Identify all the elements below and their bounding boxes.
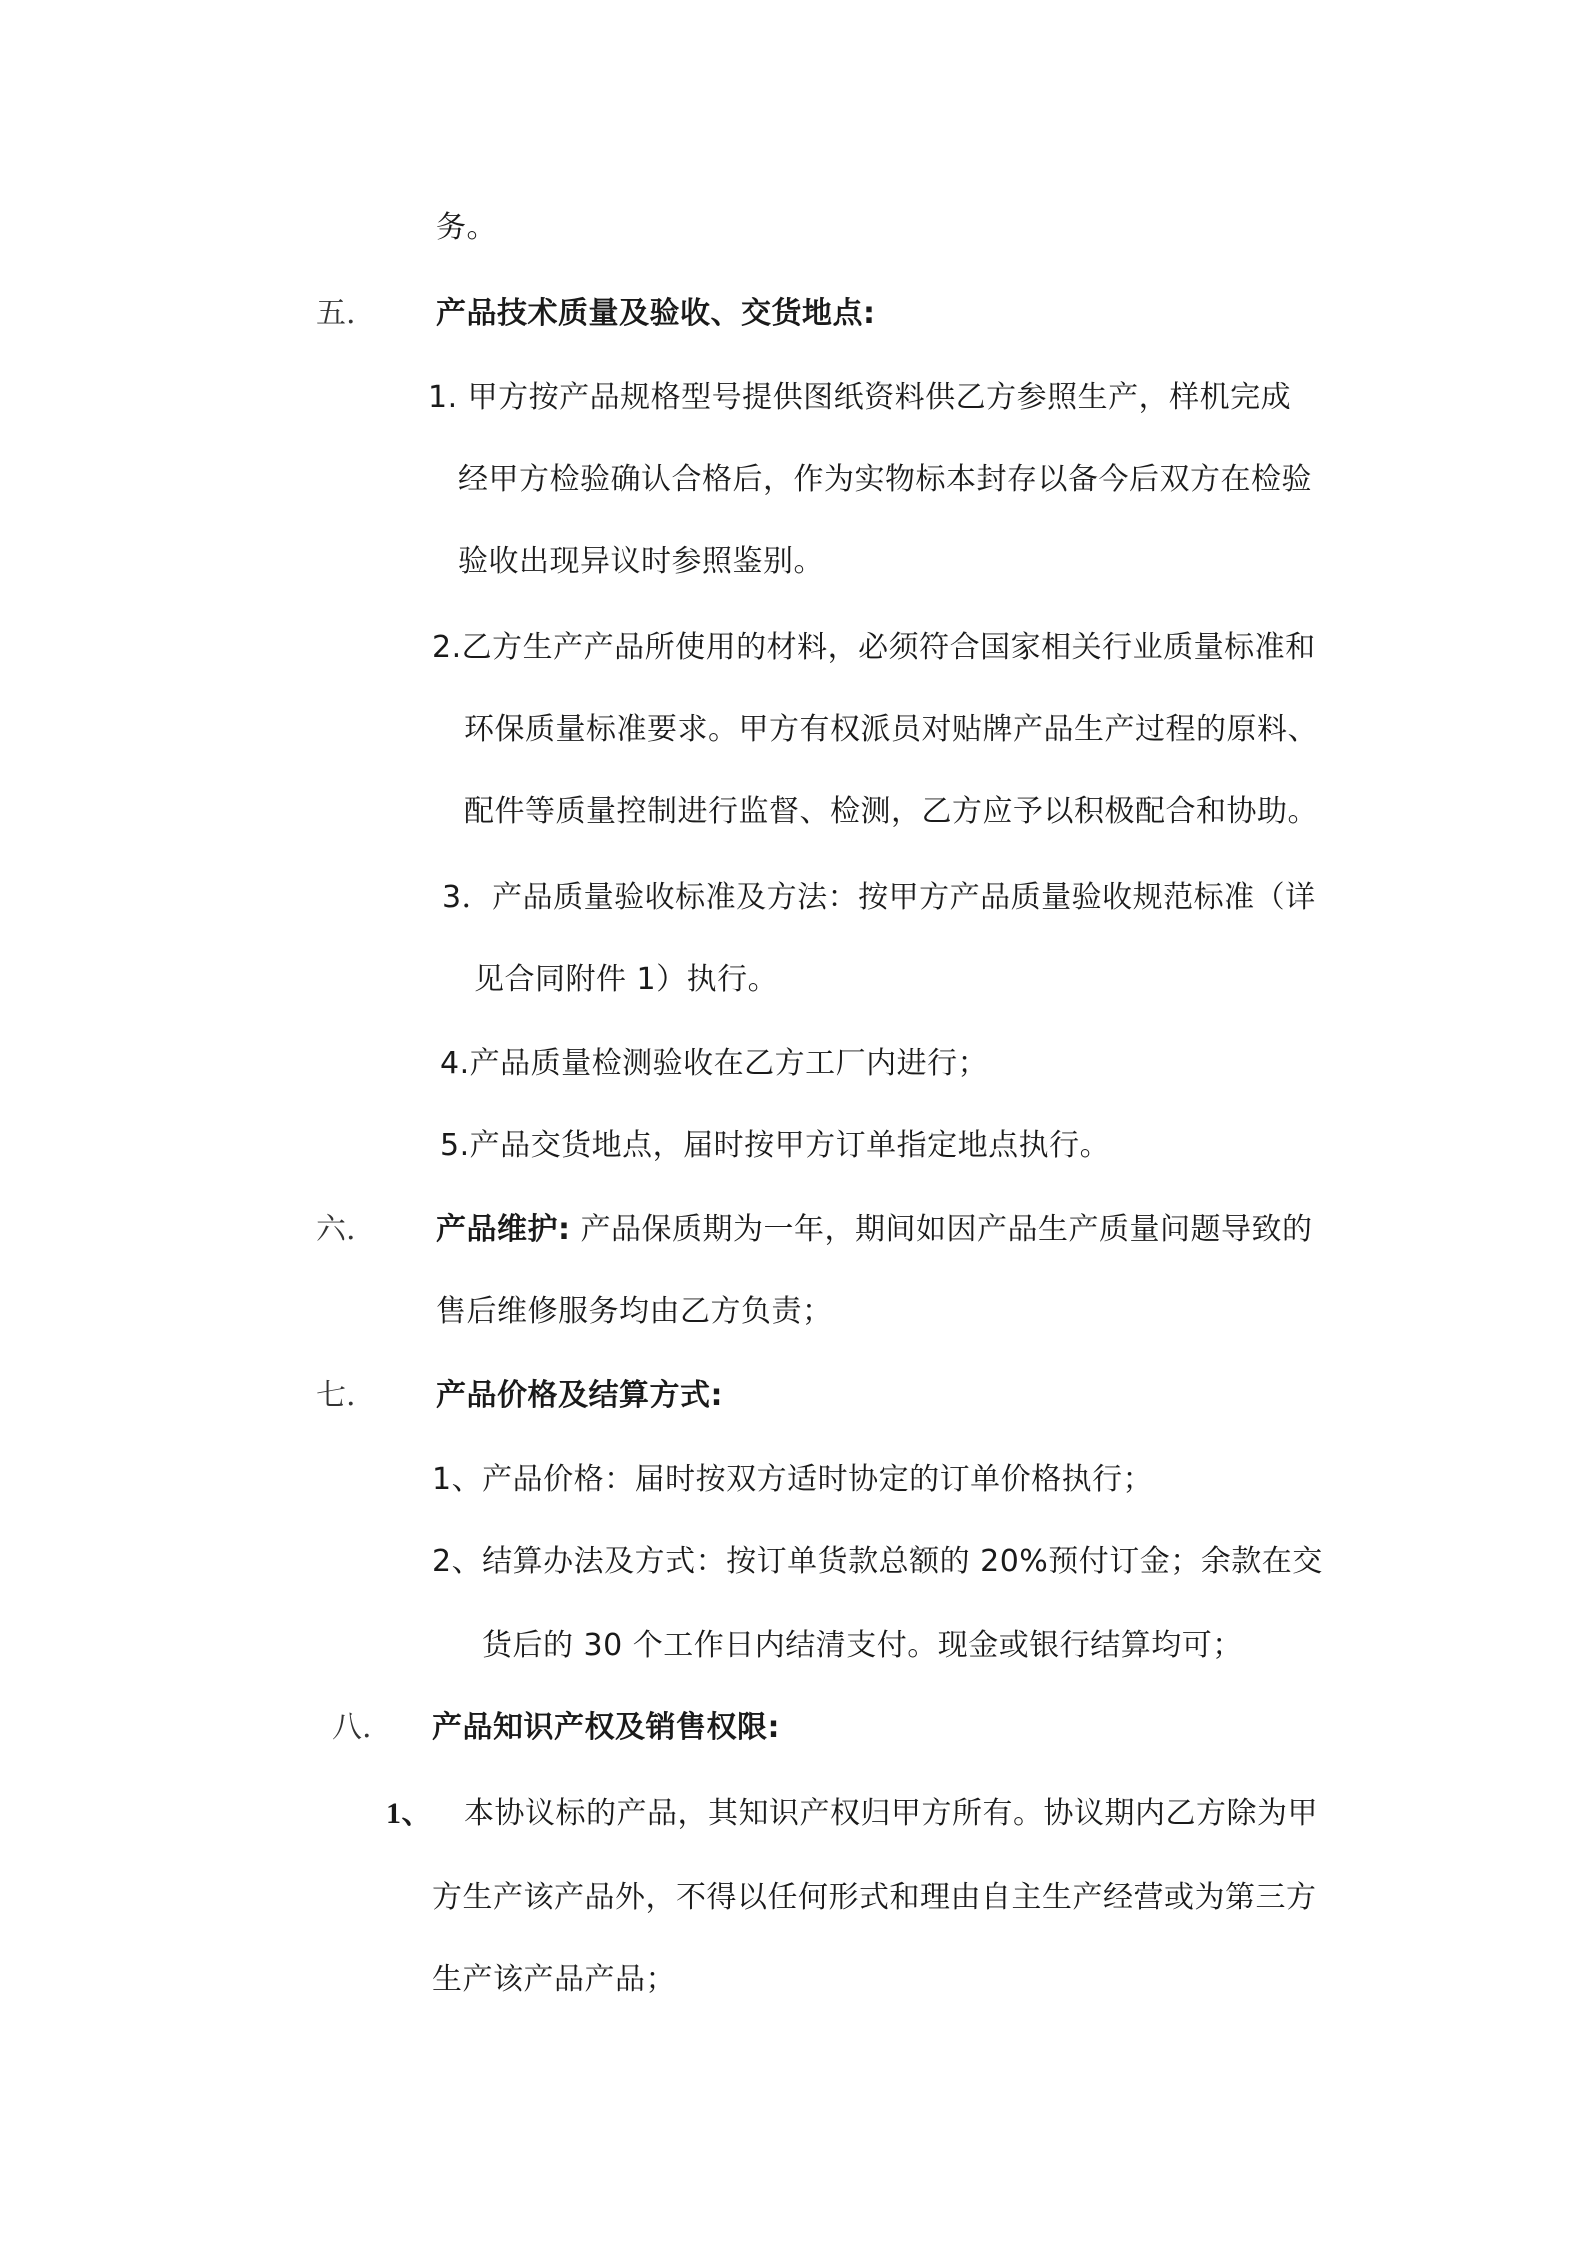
- section-6-title: 产品维护:: [436, 1212, 571, 1247]
- section-6-line-2: 售后维修服务均由乙方负责；: [436, 1294, 833, 1329]
- section-7-item-2-line-1: 2、结算办法及方式：按订单货款总额的 20%预付订金；余款在交: [432, 1544, 1323, 1579]
- section-5-item-2-line-3: 配件等质量控制进行监督、检测，乙方应予以积极配合和协助。: [464, 794, 1318, 829]
- section-5-item-2-line-2: 环保质量标准要求。甲方有权派员对贴牌产品生产过程的原料、: [464, 712, 1318, 747]
- section-8-item-1-line-1: 本协议标的产品，其知识产权归甲方所有。协议期内乙方除为甲: [464, 1796, 1318, 1831]
- section-7-number: 七.: [316, 1378, 356, 1413]
- section-5-item-1-line-3: 验收出现异议时参照鉴别。: [458, 544, 824, 579]
- section-5-item-3-line-2: 见合同附件 1）执行。: [474, 962, 779, 997]
- section-7-title: 产品价格及结算方式:: [436, 1378, 723, 1413]
- section-6-number: 六.: [316, 1212, 356, 1247]
- section-5-item-1-line-2: 经甲方检验确认合格后，作为实物标本封存以备今后双方在检验: [458, 462, 1312, 497]
- section-6-line-1: [436, 1210, 1313, 1250]
- section-8-item-1-number: 1、: [386, 1797, 432, 1830]
- section-5-item-1-line-1: 1. 甲方按产品规格型号提供图纸资料供乙方参照生产，样机完成: [428, 380, 1292, 415]
- section-5-item-4: 4.产品质量检测验收在乙方工厂内进行；: [440, 1046, 989, 1081]
- section-7-item-1: 1、产品价格：届时按双方适时协定的订单价格执行；: [432, 1462, 1154, 1497]
- section-8-item-1-line-3: 生产该产品产品；: [432, 1962, 676, 1997]
- section-5-item-3-line-1: 3．产品质量验收标准及方法：按甲方产品质量验收规范标准（详: [442, 880, 1316, 915]
- section-5-item-2-line-1: 2.乙方生产产品所使用的材料，必须符合国家相关行业质量标准和: [432, 630, 1316, 665]
- section-5-title: 产品技术质量及验收、交货地点:: [436, 296, 876, 331]
- section-7-item-2-line-2: 货后的 30 个工作日内结清支付。现金或银行结算均可；: [482, 1628, 1243, 1663]
- section-8-number: 八.: [332, 1710, 372, 1745]
- section-5-item-5: 5.产品交货地点，届时按甲方订单指定地点执行。: [440, 1128, 1111, 1163]
- section-8-item-1-line-2: 方生产该产品外，不得以任何形式和理由自主生产经营或为第三方: [432, 1880, 1317, 1915]
- section-8-title: 产品知识产权及销售权限:: [432, 1710, 780, 1745]
- section-5-number: 五.: [316, 296, 356, 331]
- section-6-text: 产品保质期为一年，期间如因产品生产质量问题导致的: [570, 1212, 1313, 1247]
- continuation-text: 务。: [436, 210, 497, 245]
